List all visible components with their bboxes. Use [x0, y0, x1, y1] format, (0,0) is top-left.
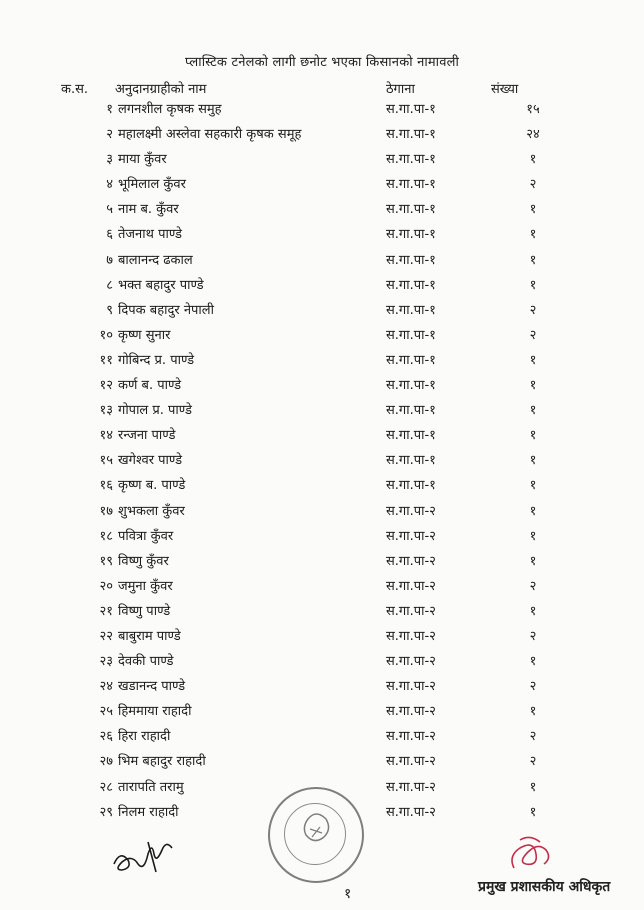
row-address: स.गा.पा-२ [386, 603, 436, 619]
row-count: १ [529, 603, 537, 619]
row-count: २ [529, 302, 537, 318]
row-name: माया कुँवर [118, 152, 167, 168]
row-serial: १० [99, 327, 113, 343]
row-count: १ [529, 227, 537, 243]
row-serial: १८ [99, 528, 113, 544]
row-count: १ [529, 152, 537, 168]
row-name: हिममाया राहादी [118, 704, 192, 720]
row-count: १ [529, 654, 537, 670]
table-row [0, 673, 644, 698]
table-row [0, 272, 644, 297]
right-signature-icon [500, 828, 560, 880]
row-serial: ११ [99, 352, 113, 368]
row-address: स.गा.पा-१ [386, 152, 436, 168]
row-serial: २६ [99, 729, 113, 745]
row-serial: १६ [99, 478, 113, 494]
row-name: खडानन्द पाण्डे [118, 679, 186, 695]
table-row [0, 221, 644, 246]
row-serial: २१ [99, 603, 113, 619]
header-address: ठेगाना [386, 82, 415, 97]
row-name: कर्ण ब. पाण्डे [118, 378, 182, 394]
table-row [0, 598, 644, 623]
row-address: स.गा.पा-२ [386, 528, 436, 544]
row-serial: ३ [106, 152, 113, 168]
row-address: स.गा.पा-१ [386, 428, 436, 444]
header-serial: क.स. [61, 82, 89, 97]
table-row [0, 623, 644, 648]
table-row [0, 698, 644, 723]
row-serial: ५ [106, 202, 113, 218]
row-count: १ [529, 202, 537, 218]
row-name: बाबुराम पाण्डे [118, 628, 181, 644]
row-name: गोबिन्द प्र. पाण्डे [118, 352, 195, 368]
row-name: लगनशील कृषक समुह [118, 102, 222, 117]
row-address: स.गा.पा-१ [386, 327, 436, 343]
table-row [0, 347, 644, 372]
row-name: कृष्ण ब. पाण्डे [118, 478, 186, 494]
row-address: स.गा.पा-१ [386, 252, 436, 268]
row-count: १ [529, 528, 537, 544]
row-name: निलम राहादी [118, 804, 179, 820]
row-count: १ [529, 428, 537, 444]
row-address: स.गा.पा-२ [386, 779, 436, 795]
row-count: १ [529, 403, 537, 419]
row-name: दिपक बहादुर नेपाली [118, 302, 214, 318]
row-address: स.गा.पा-१ [386, 478, 436, 494]
row-name: जमुना कुँवर [118, 578, 173, 594]
row-address: स.गा.पा-२ [386, 729, 436, 745]
row-address: स.गा.पा-१ [386, 202, 436, 218]
row-name: रन्जना पाण्डे [118, 428, 176, 444]
row-serial: ९ [106, 302, 113, 318]
row-address: स.गा.पा-१ [386, 453, 436, 469]
row-count: १ [529, 553, 537, 569]
row-name: महालक्ष्मी अस्लेवा सहकारी कृषक समूह [118, 127, 302, 143]
row-name: शुभकला कुँवर [118, 503, 185, 519]
row-address: स.गा.पा-२ [386, 754, 436, 770]
row-count: २ [529, 578, 537, 594]
row-name: पवित्रा कुँवर [118, 528, 174, 544]
table-row [0, 498, 644, 523]
row-address: स.गा.पा-१ [386, 177, 436, 193]
row-serial: १४ [99, 428, 113, 444]
page-number: १ [344, 886, 352, 902]
row-count: १ [529, 478, 537, 494]
table-row [0, 422, 644, 447]
table-row [0, 171, 644, 196]
table-row [0, 573, 644, 598]
row-serial: १७ [99, 503, 113, 519]
row-address: स.गा.पा-१ [386, 403, 436, 419]
row-count: १ [529, 352, 537, 368]
row-name: खगेश्वर पाण्डे [118, 453, 183, 469]
left-signature-icon [108, 830, 188, 880]
table-row [0, 397, 644, 422]
row-name: भिम बहादुर राहादी [118, 754, 206, 770]
row-serial: १ [106, 102, 113, 117]
row-count: २४ [526, 127, 540, 143]
row-name: विष्णु पाण्डे [118, 603, 171, 619]
row-count: २ [529, 327, 537, 343]
table-row [0, 146, 644, 171]
row-serial: १५ [99, 453, 113, 469]
row-serial: २ [106, 127, 113, 143]
document-title: प्लास्टिक टनेलको लागी छनोट भएका किसानको नामावली [184, 55, 460, 70]
row-name: बालानन्द ढकाल [118, 252, 193, 268]
table-row [0, 121, 644, 146]
row-address: स.गा.पा-१ [386, 378, 436, 394]
row-count: १५ [526, 102, 540, 117]
row-count: १ [529, 704, 537, 720]
row-name: भक्त बहादुर पाण्डे [118, 277, 204, 293]
row-serial: २७ [99, 754, 113, 770]
row-serial: १९ [99, 553, 113, 569]
row-serial: २८ [99, 779, 113, 795]
row-address: स.गा.पा-२ [386, 679, 436, 695]
row-name: देवकी पाण्डे [118, 654, 174, 670]
row-name: विष्णु कुँवर [118, 553, 169, 569]
row-count: १ [529, 453, 537, 469]
office-stamp [268, 787, 364, 883]
row-address: स.गा.पा-१ [386, 102, 436, 117]
row-name: भूमिलाल कुँवर [118, 177, 186, 193]
table-row [0, 447, 644, 472]
row-count: १ [529, 503, 537, 519]
row-address: स.गा.पा-१ [386, 227, 436, 243]
row-name: नाम ब. कुँवर [118, 202, 179, 218]
row-address: स.गा.पा-२ [386, 804, 436, 820]
row-count: २ [529, 729, 537, 745]
table-row [0, 372, 644, 397]
row-address: स.गा.पा-१ [386, 127, 436, 143]
table-row [0, 548, 644, 573]
row-count: १ [529, 779, 537, 795]
table-row [0, 648, 644, 673]
table-row [0, 748, 644, 773]
row-address: स.गा.पा-२ [386, 704, 436, 720]
row-name: गोपाल प्र. पाण्डे [118, 403, 192, 419]
row-serial: २३ [99, 654, 113, 670]
table-row [0, 247, 644, 272]
row-serial: ७ [106, 252, 113, 268]
row-serial: ८ [106, 277, 113, 293]
row-count: २ [529, 754, 537, 770]
row-name: हिरा राहादी [118, 729, 171, 745]
row-count: २ [529, 177, 537, 193]
row-serial: २४ [99, 679, 113, 695]
row-serial: १३ [99, 403, 113, 419]
beneficiary-list [0, 96, 644, 824]
row-name: कृष्ण सुनार [118, 327, 171, 343]
header-name: अनुदानग्राहीको नाम [115, 82, 207, 97]
table-row [0, 472, 644, 497]
table-row [0, 723, 644, 748]
row-address: स.गा.पा-१ [386, 352, 436, 368]
row-address: स.गा.पा-२ [386, 628, 436, 644]
table-row [0, 196, 644, 221]
row-count: १ [529, 378, 537, 394]
row-serial: २५ [99, 704, 113, 720]
table-row [0, 297, 644, 322]
row-serial: २९ [99, 804, 113, 820]
table-row [0, 96, 644, 121]
row-address: स.गा.पा-२ [386, 654, 436, 670]
row-serial: ४ [106, 177, 113, 193]
row-name: तारापति तरामु [118, 779, 184, 795]
row-address: स.गा.पा-२ [386, 578, 436, 594]
row-count: २ [529, 679, 537, 695]
table-row [0, 523, 644, 548]
row-count: २ [529, 628, 537, 644]
officer-title: प्रमुख प्रशासकीय अधिकृत [478, 879, 611, 895]
row-count: १ [529, 252, 537, 268]
row-count: १ [529, 804, 537, 820]
header-count: संख्या [491, 82, 519, 97]
row-serial: १२ [99, 378, 113, 394]
row-name: तेजनाथ पाण्डे [118, 227, 182, 243]
row-address: स.गा.पा-२ [386, 553, 436, 569]
row-serial: ६ [106, 227, 113, 243]
row-address: स.गा.पा-१ [386, 302, 436, 318]
table-row [0, 322, 644, 347]
row-address: स.गा.पा-१ [386, 277, 436, 293]
stamp-emblem-icon [270, 789, 362, 881]
row-serial: २२ [99, 628, 113, 644]
row-count: १ [529, 277, 537, 293]
row-address: स.गा.पा-२ [386, 503, 436, 519]
row-serial: २० [99, 578, 113, 594]
